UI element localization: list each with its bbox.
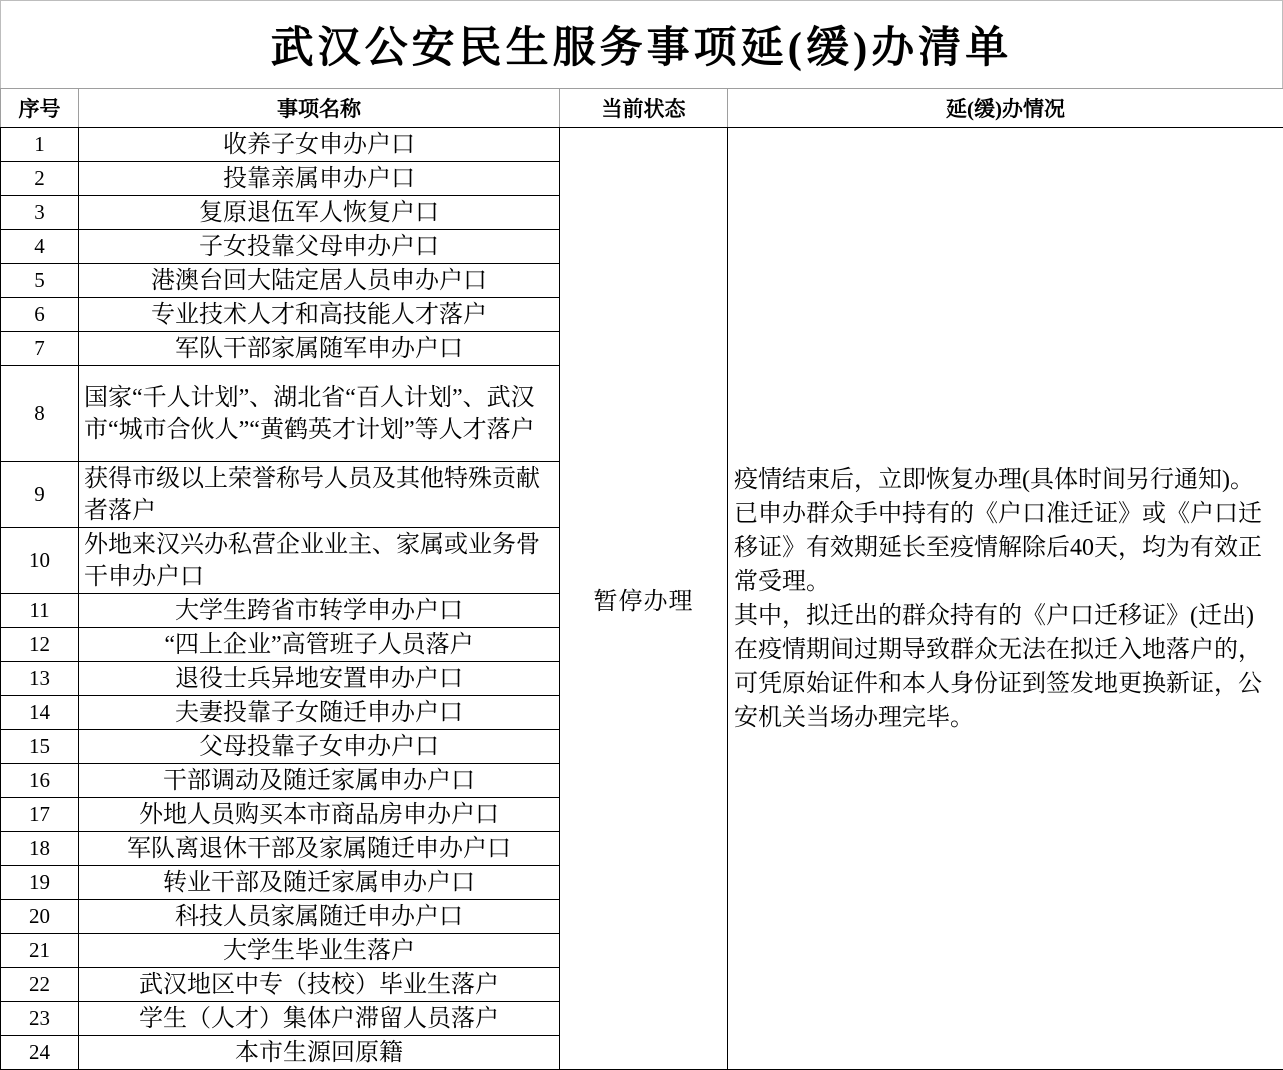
row-number-cell: 5 — [1, 264, 79, 298]
row-number-cell: 21 — [1, 934, 79, 968]
item-name-cell: 武汉地区中专（技校）毕业生落户 — [79, 968, 560, 1002]
item-name-cell: 军队干部家属随军申办户口 — [79, 332, 560, 366]
item-name-cell: 科技人员家属随迁申办户口 — [79, 900, 560, 934]
item-name-cell: 学生（人才）集体户滞留人员落户 — [79, 1002, 560, 1036]
table-body — [1, 128, 1283, 1070]
row-number-cell: 18 — [1, 832, 79, 866]
item-name-cell: 港澳台回大陆定居人员申办户口 — [79, 264, 560, 298]
col-header-number: 序号 — [1, 89, 79, 128]
row-number-cell: 19 — [1, 866, 79, 900]
item-name-cell: 转业干部及随迁家属申办户口 — [79, 866, 560, 900]
row-number-cell: 1 — [1, 128, 79, 162]
col-header-name: 事项名称 — [79, 89, 560, 128]
header-row — [1, 89, 1283, 128]
item-name-cell: 获得市级以上荣誉称号人员及其他特殊贡献者落户 — [79, 462, 560, 528]
item-name-cell: 复原退伍军人恢复户口 — [79, 196, 560, 230]
item-name-cell: “四上企业”高管班子人员落户 — [79, 628, 560, 662]
row-number-cell: 12 — [1, 628, 79, 662]
item-name-cell: 父母投靠子女申办户口 — [79, 730, 560, 764]
item-name-cell: 收养子女申办户口 — [79, 128, 560, 162]
row-number-cell: 11 — [1, 594, 79, 628]
item-name-cell: 大学生跨省市转学申办户口 — [79, 594, 560, 628]
col-header-remark: 延(缓)办情况 — [728, 89, 1283, 128]
row-number-cell: 6 — [1, 298, 79, 332]
row-number-cell: 14 — [1, 696, 79, 730]
table-row — [1, 128, 1283, 162]
row-number-cell: 23 — [1, 1002, 79, 1036]
row-number-cell: 4 — [1, 230, 79, 264]
row-number-cell: 2 — [1, 162, 79, 196]
item-name-cell: 外地人员购买本市商品房申办户口 — [79, 798, 560, 832]
row-number-cell: 16 — [1, 764, 79, 798]
row-number-cell: 8 — [1, 366, 79, 462]
item-name-cell: 国家“千人计划”、湖北省“百人计划”、武汉市“城市合伙人”“黄鹤英才计划”等人才落户 — [79, 366, 560, 462]
row-number-cell: 7 — [1, 332, 79, 366]
page-title: 武汉公安民生服务事项延(缓)办清单 — [0, 0, 1283, 88]
item-name-cell: 夫妻投靠子女随迁申办户口 — [79, 696, 560, 730]
item-name-cell: 外地来汉兴办私营企业业主、家属或业务骨干申办户口 — [79, 528, 560, 594]
service-items-table — [0, 88, 1283, 1070]
row-number-cell: 20 — [1, 900, 79, 934]
item-name-cell: 干部调动及随迁家属申办户口 — [79, 764, 560, 798]
row-number-cell: 24 — [1, 1036, 79, 1070]
item-name-cell: 专业技术人才和高技能人才落户 — [79, 298, 560, 332]
row-number-cell: 3 — [1, 196, 79, 230]
table-header — [1, 89, 1283, 128]
row-number-cell: 10 — [1, 528, 79, 594]
item-name-cell: 军队离退休干部及家属随迁申办户口 — [79, 832, 560, 866]
item-name-cell: 大学生毕业生落户 — [79, 934, 560, 968]
item-name-cell: 本市生源回原籍 — [79, 1036, 560, 1070]
col-header-status: 当前状态 — [560, 89, 728, 128]
row-number-cell: 13 — [1, 662, 79, 696]
row-number-cell: 15 — [1, 730, 79, 764]
item-name-cell: 退役士兵异地安置申办户口 — [79, 662, 560, 696]
remark-cell — [728, 128, 1283, 1070]
remark-paragraph: 其中，拟迁出的群众持有的《户口迁移证》(迁出)在疫情期间过期导致群众无法在拟迁入地落户的，可凭原始证件和本人身份证到签发地更换新证，公安机关当场办理完毕。 — [734, 599, 1277, 735]
status-cell: 暂停办理 — [560, 128, 728, 1070]
row-number-cell: 22 — [1, 968, 79, 1002]
item-name-cell: 投靠亲属申办户口 — [79, 162, 560, 196]
row-number-cell: 9 — [1, 462, 79, 528]
row-number-cell: 17 — [1, 798, 79, 832]
item-name-cell: 子女投靠父母申办户口 — [79, 230, 560, 264]
remark-paragraph: 疫情结束后，立即恢复办理(具体时间另行通知)。已申办群众手中持有的《户口准迁证》或《户口迁移证》有效期延长至疫情解除后40天，均为有效正常受理。 — [734, 463, 1277, 599]
